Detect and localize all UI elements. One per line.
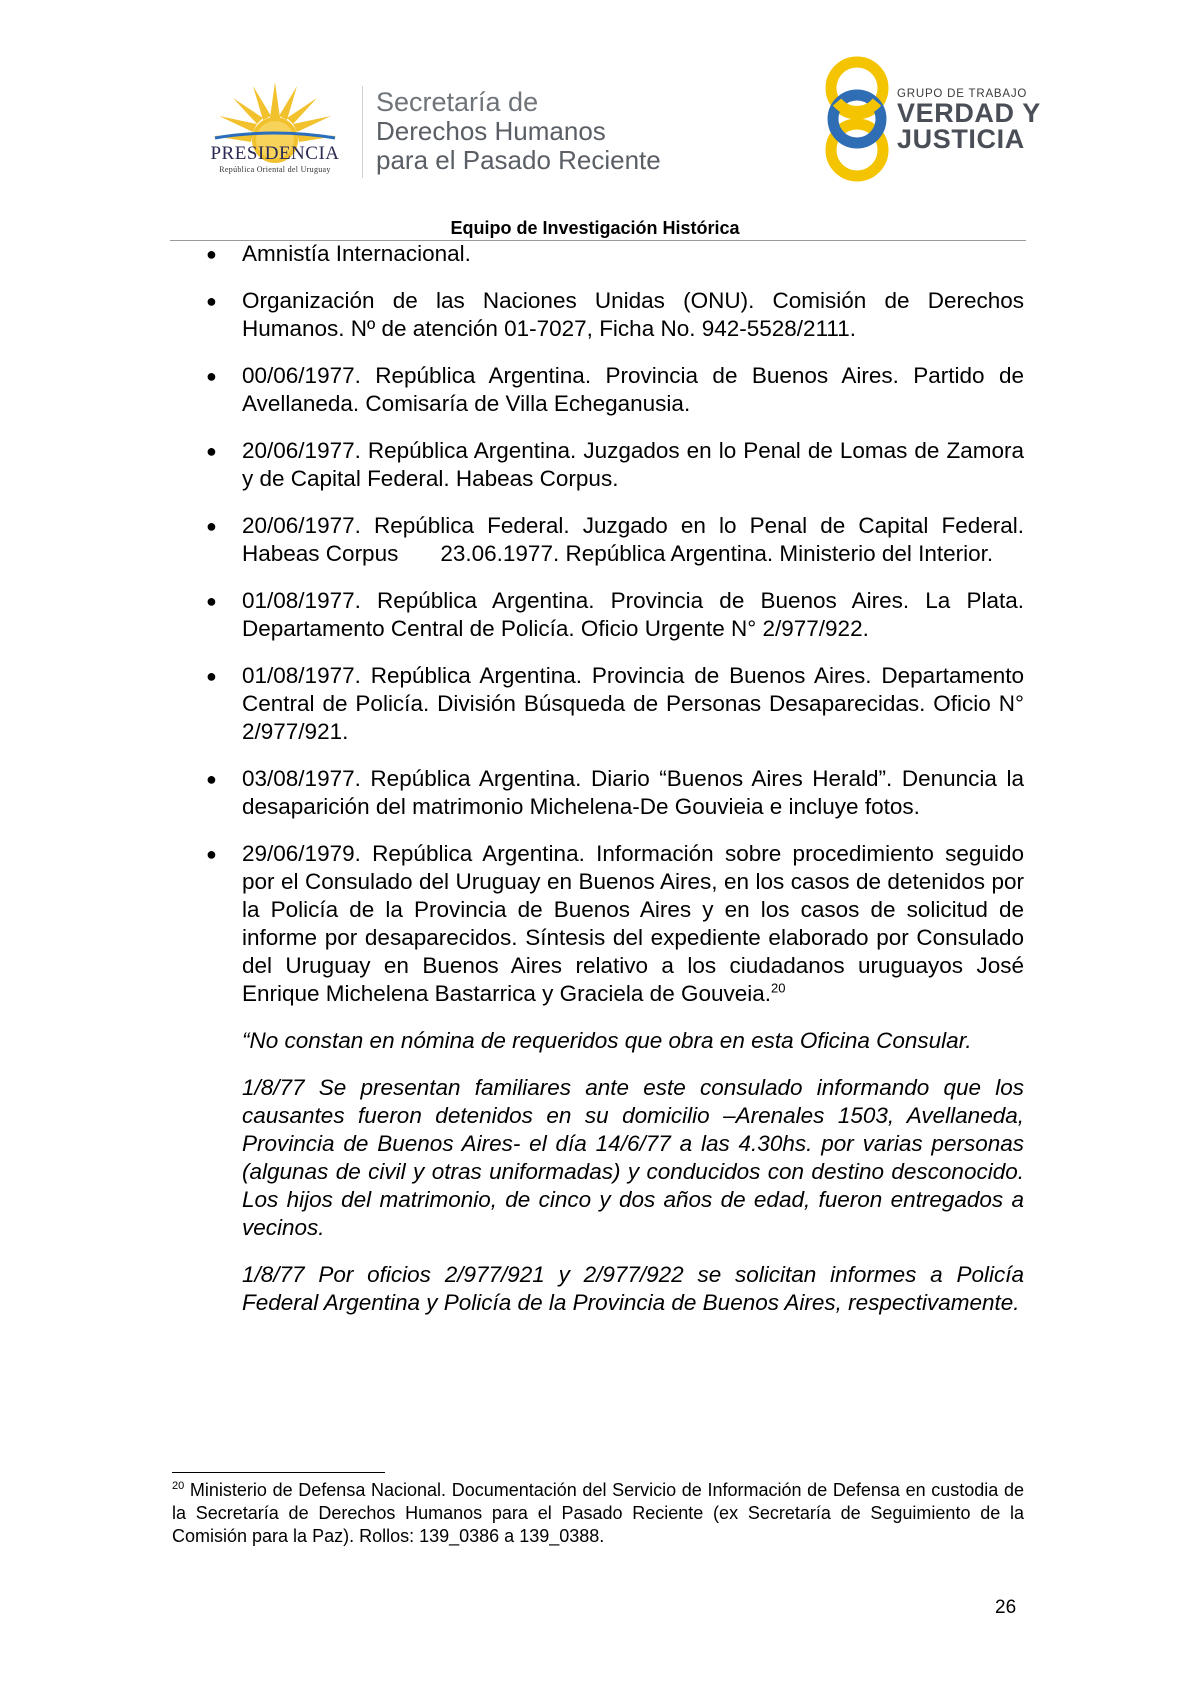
list-item-text: 01/08/1977. República Argentina. Provincia de Buenos Aires. La Plata. Departamento Central de Policía. Oficio Urgente N° 2/977/922. xyxy=(242,588,1024,641)
quote-paragraph: 1/8/77 Se presentan familiares ante este consulado informando que los causantes fueron detenidos en su domicilio –Arenales 1503, Avellaneda, Provincia de Buenos Aires- el día 14/6/77 a las 4.30hs. por varias personas (algunas de civil y otras uniformadas) y conducidos con destino desconocido. Los hijos del matrimonio, de cinco y dos años de edad, fueron entregados a vecinos. xyxy=(242,1075,1024,1240)
list-item xyxy=(172,362,1024,418)
page-number: 26 xyxy=(995,1597,1017,1618)
list-item xyxy=(172,437,1024,493)
bullet-icon: ● xyxy=(206,441,217,461)
secretaria-line-1: Secretaría de xyxy=(376,87,539,117)
list-item-text: 20/06/1977. República Federal. Juzgado en lo Penal de Capital Federal. Habeas Corpus xyxy=(242,513,1024,566)
equipo-heading: Equipo de Investigación Histórica xyxy=(450,218,740,238)
list-item xyxy=(172,287,1024,343)
verdad-label: VERDAD Y xyxy=(897,98,1041,128)
list-item xyxy=(172,840,1024,1008)
republica-label: República Oriental del Uruguay xyxy=(219,165,331,174)
footnote-separator xyxy=(172,1472,385,1473)
verdad-justicia-rings-logo xyxy=(812,56,902,182)
quote-paragraph: “No constan en nómina de requeridos que obra en esta Oficina Consular. xyxy=(242,1028,972,1053)
bullet-icon: ● xyxy=(206,291,217,311)
list-item-text-continuation: 23.06.1977. República Argentina. Ministerio del Interior. xyxy=(440,541,994,566)
bullet-icon: ● xyxy=(206,516,217,536)
header-divider xyxy=(362,86,363,178)
bullet-icon: ● xyxy=(206,366,217,386)
bullet-icon: ● xyxy=(206,844,217,864)
list-item xyxy=(172,587,1024,643)
bullet-icon: ● xyxy=(206,666,217,686)
list-item-text: 29/06/1979. República Argentina. Información sobre procedimiento seguido por el Consulado del Uruguay en Buenos Aires, en los casos de detenidos por la Policía de la Provincia de Buenos Aires y en los casos de solicitud de informe por desaparecidos. Síntesis del expediente elaborado por Consulado del Uruguay en Buenos Aires relativo a los ciudadanos uruguayos José Enrique Michelena Bastarrica y Graciela de Gouveia. xyxy=(242,841,1024,1006)
grupo-trabajo-title xyxy=(897,88,1041,152)
list-item-text: Organización de las Naciones Unidas (ONU). Comisión de Derechos Humanos. Nº de atención 01-7027, Ficha No. 942-5528/2111. xyxy=(242,288,1024,341)
bullet-icon: ● xyxy=(206,244,217,264)
list-item xyxy=(172,512,1024,568)
footnote-ref[interactable]: 20 xyxy=(771,980,786,996)
list-item-text: Amnistía Internacional. xyxy=(242,241,471,266)
footnote-number: 20 xyxy=(172,1480,185,1492)
quote-paragraph: 1/8/77 Por oficios 2/977/921 y 2/977/922 se solicitan informes a Policía Federal Argentina y Policía de la Provincia de Buenos Aires, respectivamente. xyxy=(242,1262,1024,1315)
secretaria-line-3: para el Pasado Reciente xyxy=(376,145,661,175)
list-item xyxy=(172,765,1024,821)
list-item xyxy=(172,240,1024,268)
document-body xyxy=(172,240,1024,1336)
list-item-text: 03/08/1977. República Argentina. Diario “Buenos Aires Herald”. Denuncia la desaparición del matrimonio Michelena-De Gouvieia e incluye fotos. xyxy=(242,766,1024,819)
bullet-icon: ● xyxy=(206,591,217,611)
page-header xyxy=(0,0,1190,238)
list-item-text: 00/06/1977. República Argentina. Provincia de Buenos Aires. Partido de Avellaneda. Comisaría de Villa Echeganusia. xyxy=(242,363,1024,416)
grupo-trabajo-label: GRUPO DE TRABAJO xyxy=(897,88,1028,100)
justicia-label: JUSTICIA xyxy=(897,124,1025,154)
list-item-text: 01/08/1977. República Argentina. Provincia de Buenos Aires. Departamento Central de Policía. División Búsqueda de Personas Desaparecidas. Oficio N° 2/977/921. xyxy=(242,663,1024,744)
footnote-text: Ministerio de Defensa Nacional. Documentación del Servicio de Información de Defensa en custodia de la Secretaría de Derechos Humanos para el Pasado Reciente (ex Secretaría de Seguimiento de la Comisión para la Paz). Rollos: 139_0386 a 139_0388. xyxy=(172,1480,1024,1546)
list-item xyxy=(172,662,1024,746)
presidencia-label: PRESIDENCIA xyxy=(210,143,340,164)
secretaria-title xyxy=(376,88,661,175)
secretaria-line-2: Derechos Humanos xyxy=(376,116,606,146)
list-item-text: 20/06/1977. República Argentina. Juzgados en lo Penal de Lomas de Zamora y de Capital Federal. Habeas Corpus. xyxy=(242,438,1024,491)
bullet-icon: ● xyxy=(206,769,217,789)
footnote xyxy=(172,1479,1024,1548)
